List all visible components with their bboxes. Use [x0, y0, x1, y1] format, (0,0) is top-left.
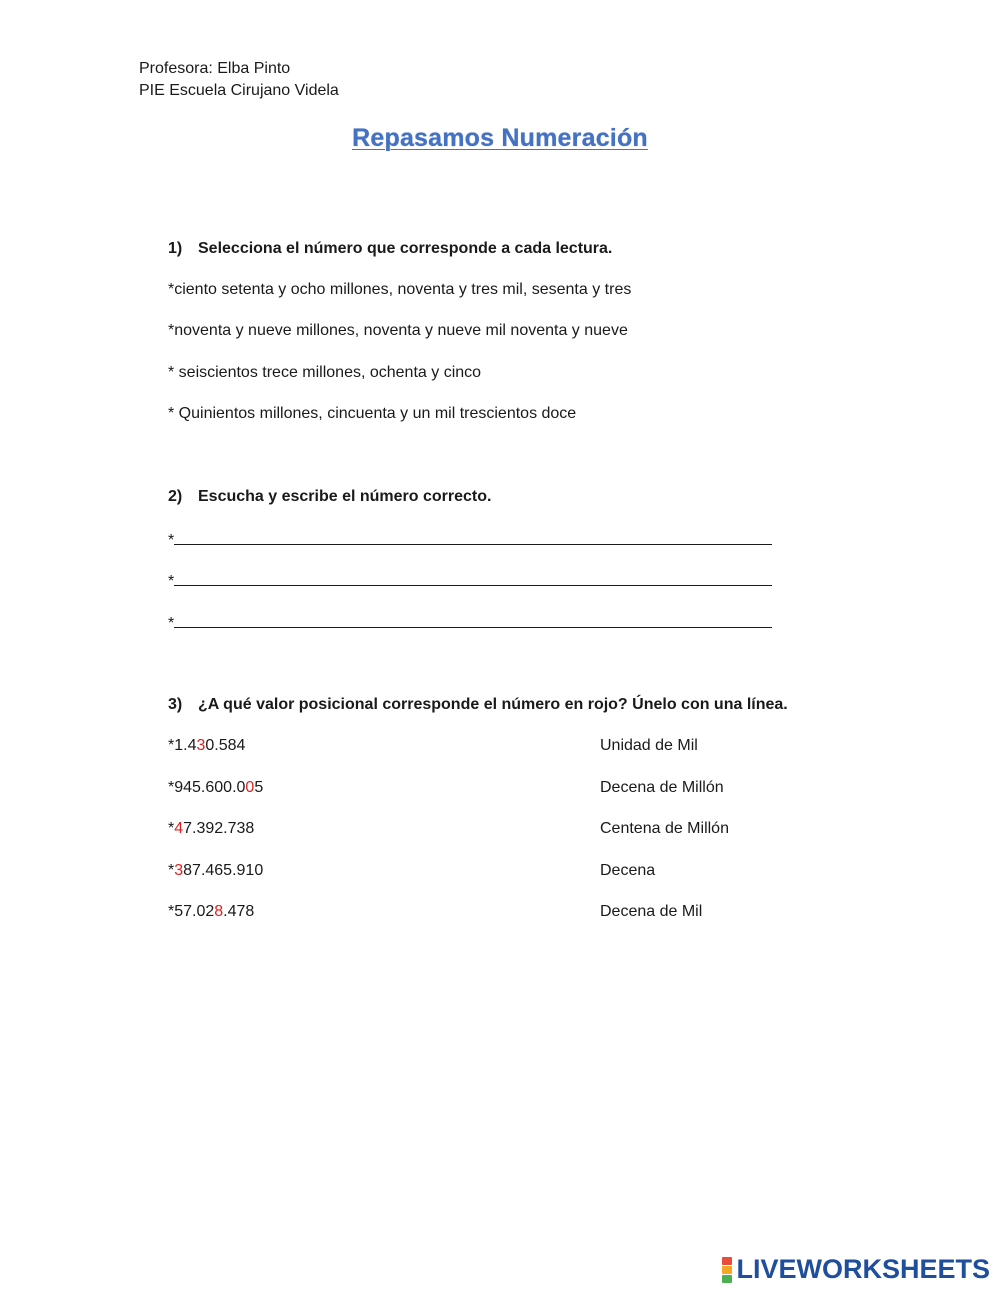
answer-line[interactable] [174, 530, 772, 545]
question-2-number: 2) [168, 488, 183, 505]
reading-item-2: *noventa y nueve millones, noventa y nueve mil noventa y nueve [168, 322, 628, 339]
number-item-3[interactable] [168, 820, 254, 838]
question-3-text: ¿A qué valor posicional corresponde el número en rojo? Únelo con una línea. [198, 696, 788, 713]
red-digit: 3 [196, 737, 206, 754]
question-1-heading [168, 240, 612, 258]
reading-item-1: *ciento setenta y ocho millones, noventa y tres mil, sesenta y tres [168, 281, 632, 298]
number-item-2[interactable] [168, 779, 263, 797]
number-part: 7.392.738 [183, 820, 255, 837]
number-part: .478 [223, 903, 255, 920]
number-part: 0.584 [205, 737, 246, 754]
number-item-1[interactable] [168, 737, 245, 755]
page-title: Repasamos Numeración [352, 124, 648, 152]
number-item-5[interactable] [168, 903, 254, 921]
red-digit: 8 [214, 903, 224, 920]
number-part: * [168, 862, 175, 879]
place-value-1[interactable]: Unidad de Mil [600, 737, 698, 754]
blank-bullet: * [168, 573, 175, 590]
question-3-number: 3) [168, 696, 183, 713]
place-value-3[interactable]: Centena de Millón [600, 820, 729, 837]
red-digit: 4 [174, 820, 184, 837]
place-value-2[interactable]: Decena de Millón [600, 779, 724, 796]
question-3-heading [168, 696, 788, 714]
liveworksheets-logo [722, 1254, 990, 1285]
question-1-number: 1) [168, 240, 183, 257]
blank-bullet: * [168, 615, 175, 632]
question-2-heading [168, 488, 491, 506]
document-header [139, 58, 339, 102]
number-part: 5 [254, 779, 264, 796]
red-digit: 3 [174, 862, 184, 879]
number-part: *945.600.0 [168, 779, 246, 796]
logo-text: LIVEWORKSHEETS [736, 1254, 990, 1284]
blank-bullet: * [168, 532, 175, 549]
answer-blank-2[interactable] [168, 571, 772, 591]
question-1-text: Selecciona el número que corresponde a cada lectura. [198, 240, 613, 257]
answer-blank-1[interactable] [168, 530, 772, 550]
logo-block [722, 1275, 732, 1283]
logo-block [722, 1257, 732, 1265]
teacher-name: Profesora: Elba Pinto [139, 60, 291, 77]
logo-blocks-icon [722, 1257, 732, 1283]
red-digit: 0 [245, 779, 255, 796]
number-part: *1.4 [168, 737, 197, 754]
number-part: *57.02 [168, 903, 215, 920]
place-value-5[interactable]: Decena de Mil [600, 903, 703, 920]
answer-line[interactable] [174, 571, 772, 586]
number-item-4[interactable] [168, 862, 263, 880]
number-part: 87.465.910 [183, 862, 264, 879]
number-part: * [168, 820, 175, 837]
logo-block [722, 1266, 732, 1274]
answer-blank-3[interactable] [168, 613, 772, 633]
place-value-4[interactable]: Decena [600, 862, 656, 879]
answer-line[interactable] [174, 613, 772, 628]
reading-item-3: * seiscientos trece millones, ochenta y cinco [168, 364, 482, 381]
reading-item-4: * Quinientos millones, cincuenta y un mil trescientos doce [168, 405, 577, 422]
question-2-text: Escucha y escribe el número correcto. [198, 488, 492, 505]
school-name: PIE Escuela Cirujano Videla [139, 82, 339, 99]
